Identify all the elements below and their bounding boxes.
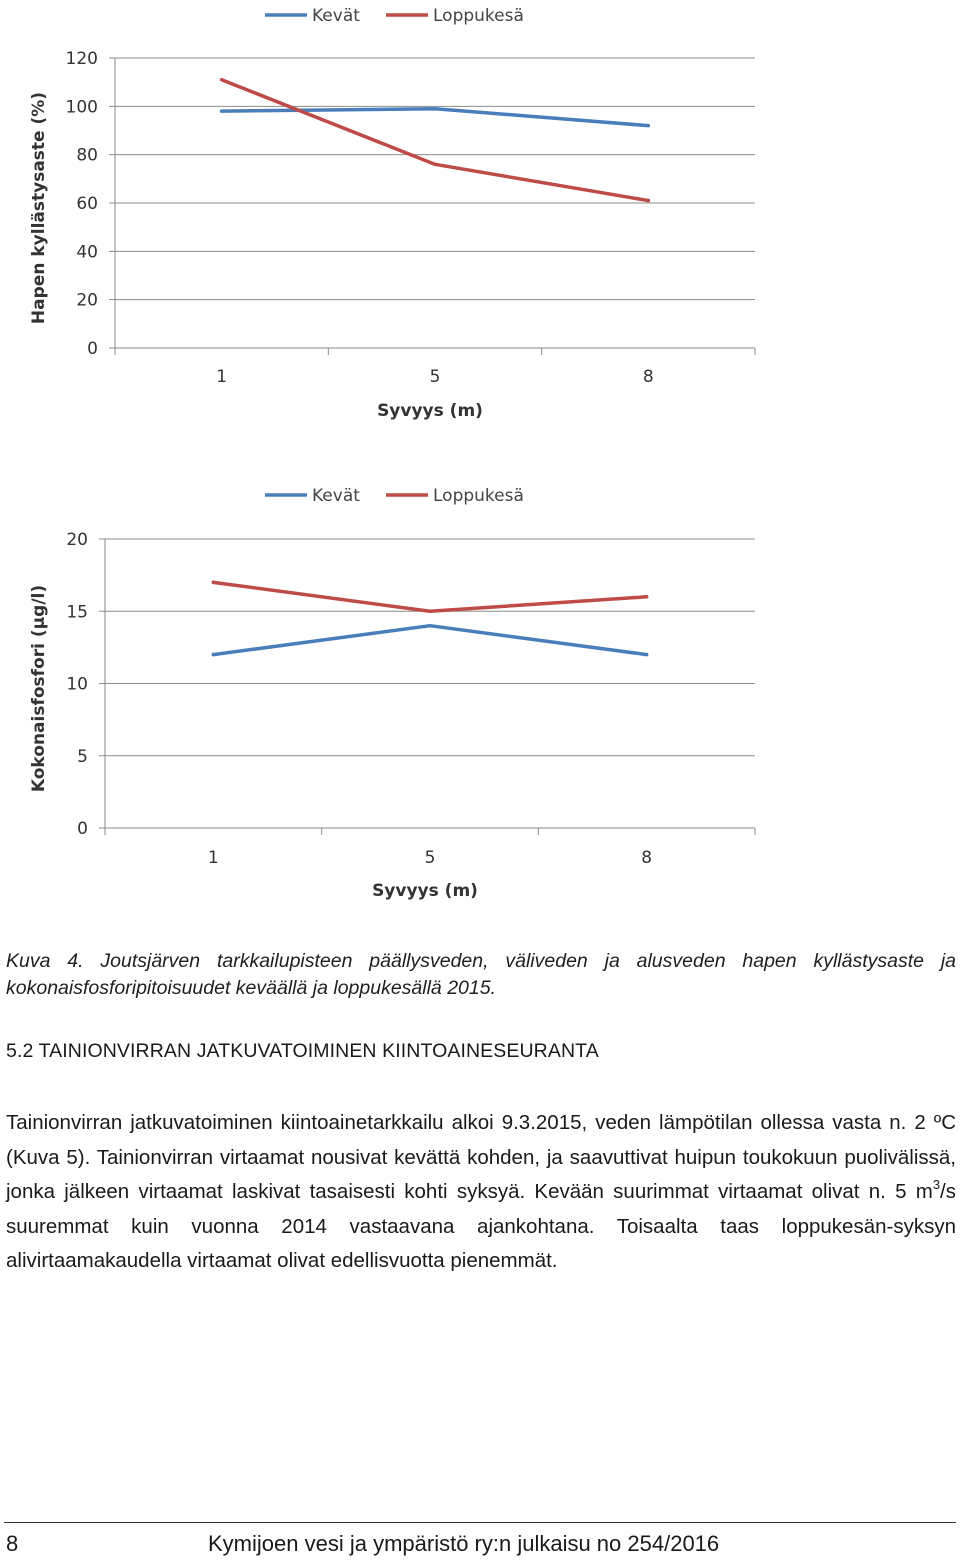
data-point [433, 107, 437, 111]
y-tick-label: 120 [65, 49, 98, 69]
legend-label: Kevät [312, 6, 360, 26]
x-tick-label: 8 [642, 367, 654, 387]
legend-label: Kevät [312, 486, 360, 506]
data-point [433, 163, 437, 167]
chart-svg [0, 478, 960, 908]
y-tick-label: 20 [66, 530, 88, 550]
y-axis-title: Hapen kyllästysaste (%) [29, 91, 49, 325]
y-tick-label: 15 [66, 602, 88, 623]
data-point [212, 653, 216, 657]
data-point [428, 609, 432, 613]
chart-svg [0, 0, 960, 440]
footer-publication: Kymijoen vesi ja ympäristö ry:n julkaisu no 254/2016 [208, 1531, 720, 1556]
y-tick-label: 60 [76, 194, 98, 214]
series-line [222, 80, 649, 201]
series-line [213, 626, 646, 655]
data-point [220, 78, 224, 82]
x-tick-label: 5 [424, 848, 436, 868]
x-tick-label: 5 [429, 367, 441, 387]
x-tick-label: 1 [207, 848, 219, 868]
legend-label: Loppukesä [433, 6, 524, 26]
page-number: 8 [6, 1531, 19, 1556]
y-tick-label: 80 [76, 145, 98, 166]
y-axis-title: Kokonaisfosfori (µg/l) [29, 584, 49, 793]
x-axis-title: Syvyys (m) [372, 881, 478, 901]
total-phosphorus-chart [0, 478, 960, 908]
y-tick-label: 20 [76, 290, 98, 311]
series-line [222, 109, 649, 126]
legend-label: Loppukesä [433, 486, 524, 506]
y-tick-label: 5 [77, 746, 88, 767]
body-text-superscript: 3 [932, 1177, 941, 1192]
body-paragraph [6, 1106, 956, 1279]
y-tick-label: 100 [65, 97, 98, 118]
x-tick-label: 1 [216, 367, 228, 387]
section-heading: 5.2 TAINIONVIRRAN JATKUVATOIMINEN KIINTOAINESEURANTA [6, 1040, 599, 1062]
y-tick-label: 0 [77, 819, 88, 839]
y-tick-label: 40 [76, 242, 98, 263]
oxygen-saturation-chart [0, 0, 960, 440]
data-point [645, 653, 649, 657]
x-axis-title: Syvyys (m) [377, 401, 483, 421]
body-text-part-1: Tainionvirran jatkuvatoiminen kiintoainetarkkailu alkoi 9.3.2015, veden lämpötilan ollessa vasta n. 2 ºC (Kuva 5). Tainionvirran virtaamat nousivat kevättä kohden, ja saavuttivat huipun toukokuun puolivälissä, jonka jälkeen virtaamat laskivat tasaisesti kohti syksyä. Kevään suurimmat virtaamat olivat n. 5 m [6, 1111, 956, 1203]
x-tick-label: 8 [641, 848, 653, 868]
y-tick-label: 0 [87, 339, 98, 359]
data-point [647, 199, 651, 203]
series-line [213, 582, 646, 611]
data-point [645, 595, 649, 599]
data-point [212, 581, 216, 585]
data-point [647, 124, 651, 128]
footer-divider [4, 1522, 956, 1523]
figure-caption: Kuva 4. Joutsjärven tarkkailupisteen päällysveden, väliveden ja alusveden hapen kyllästysaste ja kokonaisfosforipitoisuudet keväällä ja loppukesällä 2015. [6, 950, 956, 999]
y-tick-label: 10 [66, 674, 88, 695]
data-point [428, 624, 432, 628]
body-text-part-2: /s suuremmat kuin vuonna 2014 vastaavana ajankohtana. Toisaalta taas loppukesän-syksyn alivirtaamakaudella virtaamat olivat edellisvuotta pienemmät. [6, 1180, 956, 1272]
data-point [220, 109, 224, 113]
